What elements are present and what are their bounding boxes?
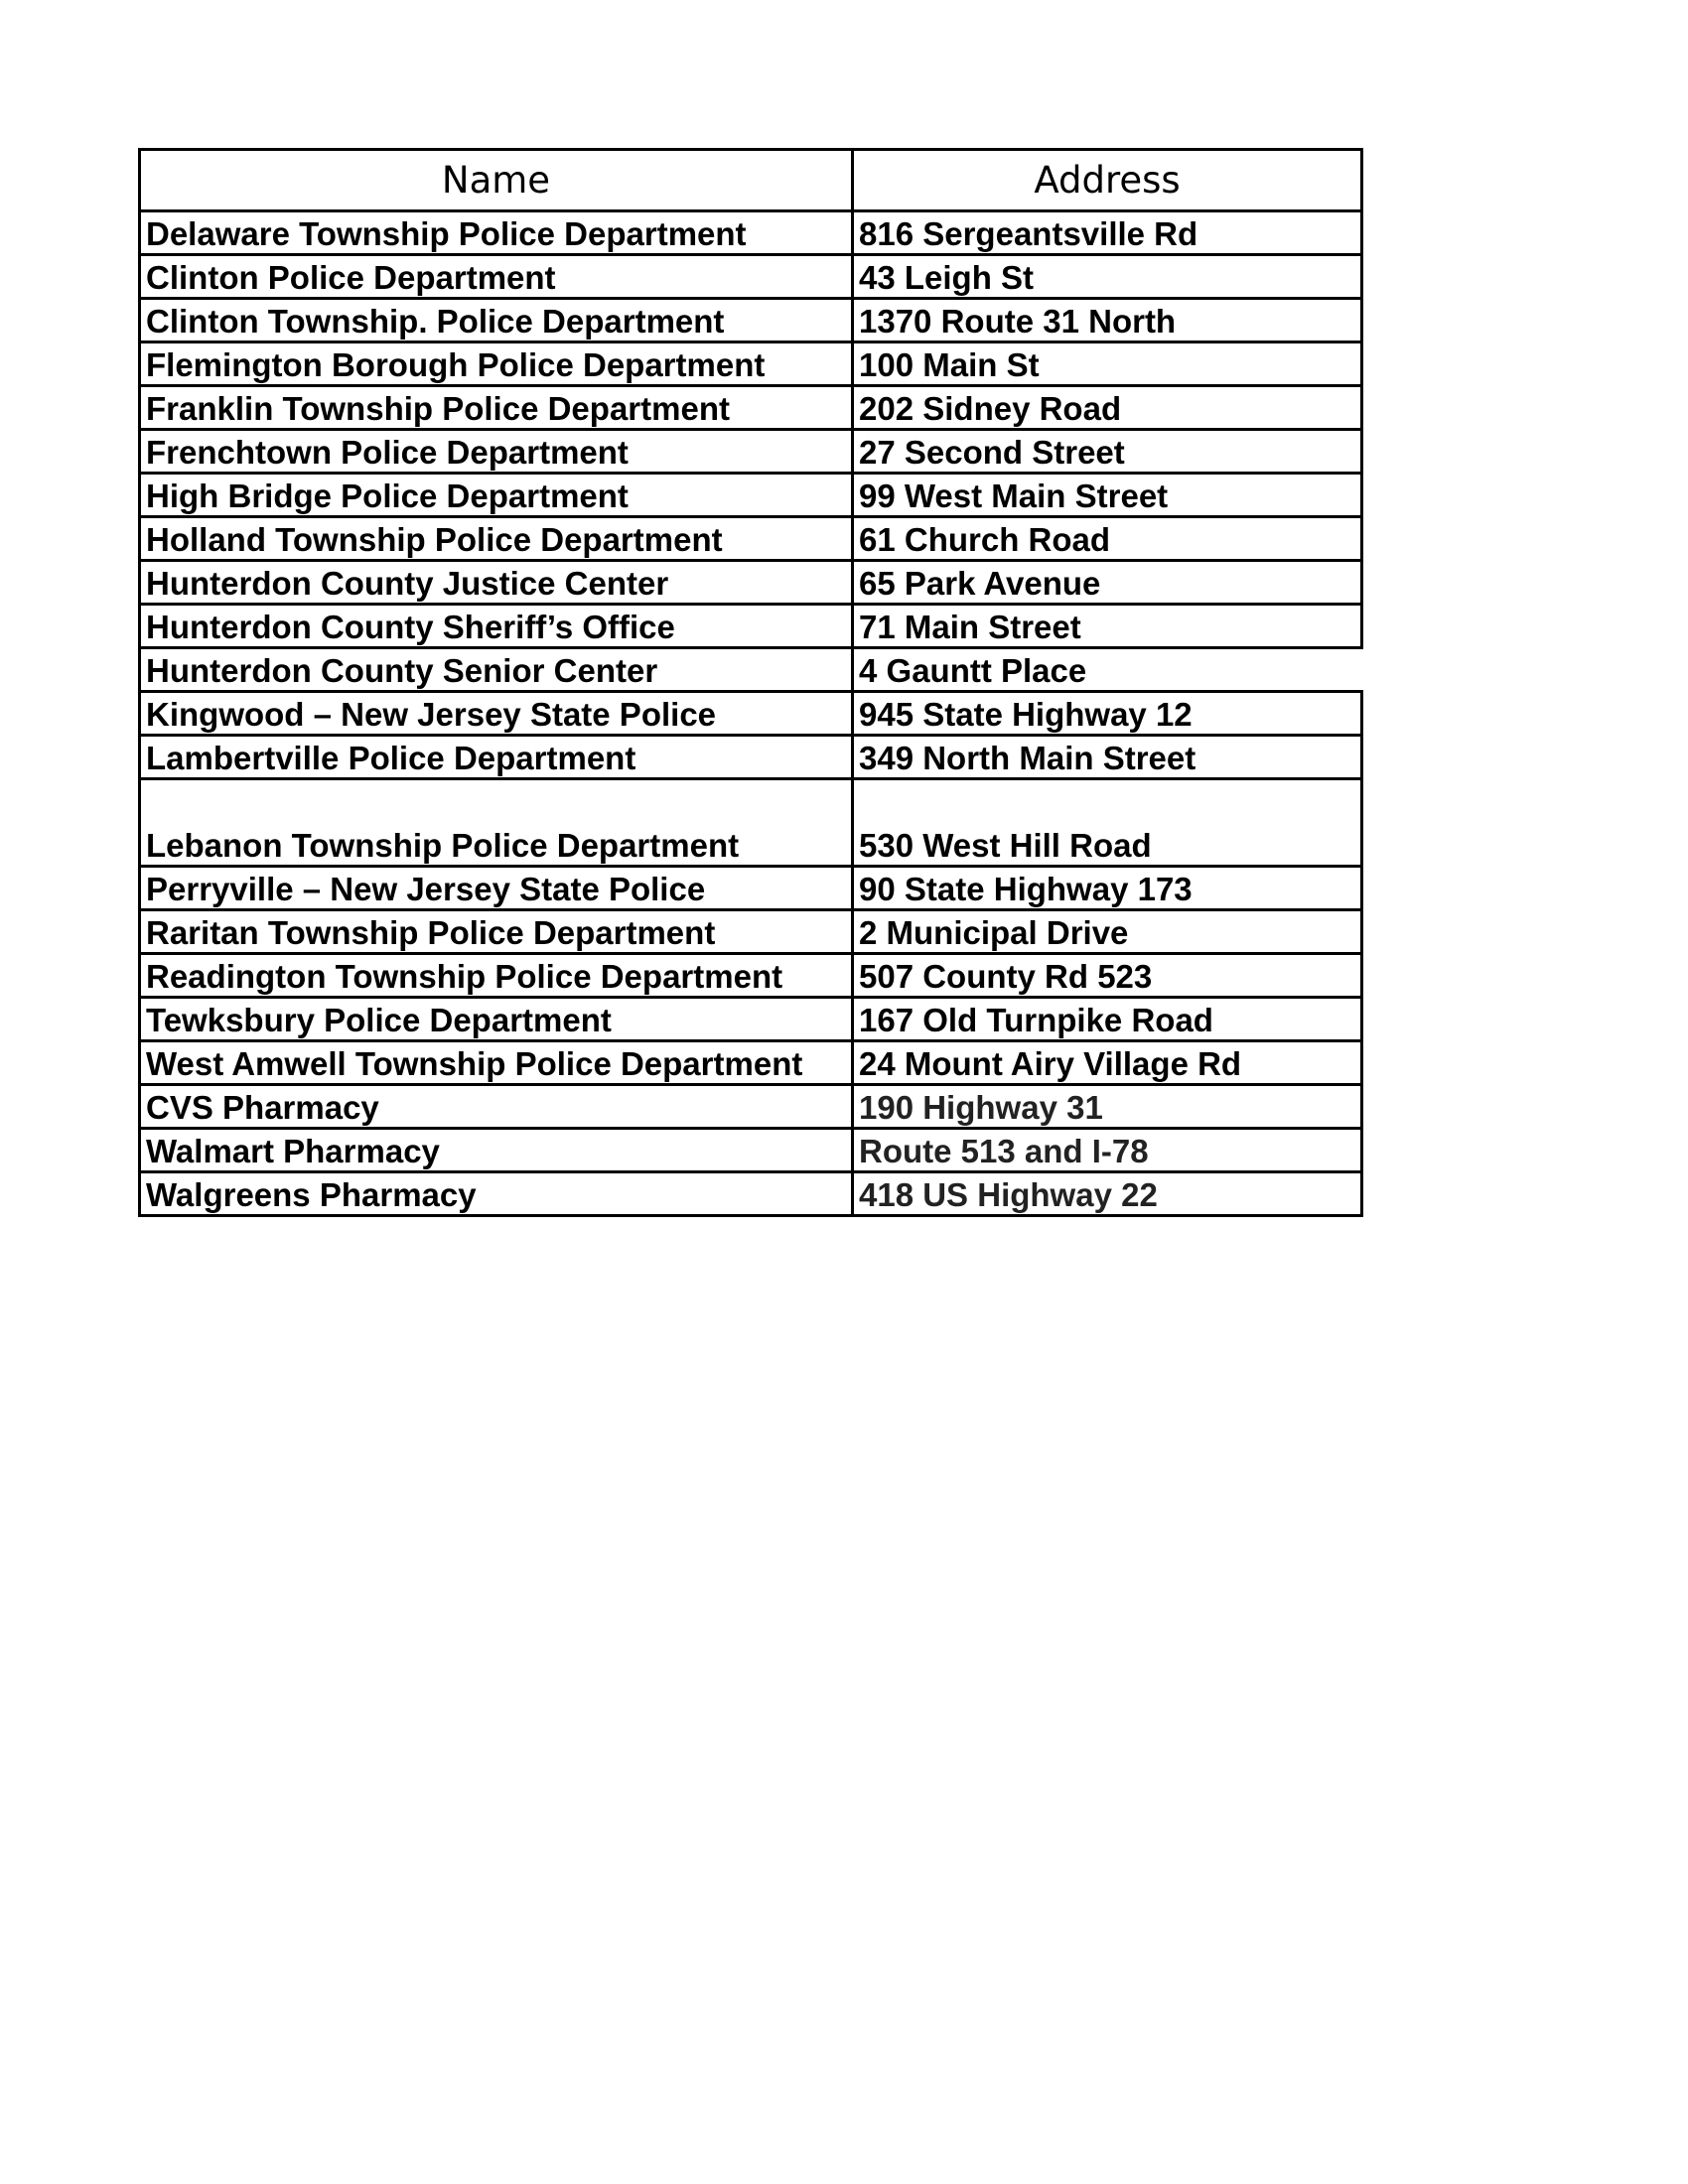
location-address: 167 Old Turnpike Road — [853, 998, 1362, 1041]
table-row — [140, 1041, 1362, 1085]
location-address: 945 State Highway 12 — [853, 692, 1362, 736]
table-row — [140, 342, 1362, 386]
location-address: 27 Second Street — [853, 430, 1362, 474]
location-address: 90 State Highway 173 — [853, 867, 1362, 910]
table-row — [140, 910, 1362, 954]
location-address: 507 County Rd 523 — [853, 954, 1362, 998]
location-address: Route 513 and I-78 — [853, 1129, 1362, 1172]
table-row — [140, 954, 1362, 998]
table-row — [140, 211, 1362, 255]
location-name: High Bridge Police Department — [140, 474, 853, 517]
table-row — [140, 299, 1362, 342]
location-address: 2 Municipal Drive — [853, 910, 1362, 954]
location-name: Hunterdon County Senior Center — [140, 648, 853, 692]
location-address: 4 Gauntt Place — [853, 648, 1362, 692]
location-address: 43 Leigh St — [853, 255, 1362, 299]
address-column-header: Address — [853, 150, 1362, 211]
location-name: Kingwood – New Jersey State Police — [140, 692, 853, 736]
location-name: Delaware Township Police Department — [140, 211, 853, 255]
location-name: Hunterdon County Sheriff’s Office — [140, 605, 853, 648]
location-name: Clinton Police Department — [140, 255, 853, 299]
location-name: Readington Township Police Department — [140, 954, 853, 998]
location-name: Hunterdon County Justice Center — [140, 561, 853, 605]
location-address: 24 Mount Airy Village Rd — [853, 1041, 1362, 1085]
header-row — [140, 150, 1362, 211]
location-name: Lebanon Township Police Department — [140, 779, 853, 867]
location-address: 1370 Route 31 North — [853, 299, 1362, 342]
location-name: Walgreens Pharmacy — [140, 1172, 853, 1216]
name-column-header: Name — [140, 150, 853, 211]
location-name: Holland Township Police Department — [140, 517, 853, 561]
location-name: Frenchtown Police Department — [140, 430, 853, 474]
table-row — [140, 648, 1362, 692]
location-address: 65 Park Avenue — [853, 561, 1362, 605]
location-address: 190 Highway 31 — [853, 1085, 1362, 1129]
table-row — [140, 605, 1362, 648]
location-address: 816 Sergeantsville Rd — [853, 211, 1362, 255]
table-row — [140, 998, 1362, 1041]
location-address: 61 Church Road — [853, 517, 1362, 561]
location-address: 202 Sidney Road — [853, 386, 1362, 430]
table-row — [140, 736, 1362, 779]
location-name: Franklin Township Police Department — [140, 386, 853, 430]
location-name: Tewksbury Police Department — [140, 998, 853, 1041]
location-name: Raritan Township Police Department — [140, 910, 853, 954]
location-address: 530 West Hill Road — [853, 779, 1362, 867]
location-name: Clinton Township. Police Department — [140, 299, 853, 342]
location-address: 418 US Highway 22 — [853, 1172, 1362, 1216]
location-address: 349 North Main Street — [853, 736, 1362, 779]
location-name: Walmart Pharmacy — [140, 1129, 853, 1172]
location-name: Perryville – New Jersey State Police — [140, 867, 853, 910]
table-row — [140, 1085, 1362, 1129]
table-row — [140, 867, 1362, 910]
table-row — [140, 692, 1362, 736]
table-row — [140, 255, 1362, 299]
table-row — [140, 430, 1362, 474]
table-row — [140, 517, 1362, 561]
table-row — [140, 779, 1362, 867]
table-row — [140, 474, 1362, 517]
location-name: CVS Pharmacy — [140, 1085, 853, 1129]
location-address: 99 West Main Street — [853, 474, 1362, 517]
table-row — [140, 1129, 1362, 1172]
location-name: West Amwell Township Police Department — [140, 1041, 853, 1085]
location-address: 100 Main St — [853, 342, 1362, 386]
table-row — [140, 1172, 1362, 1216]
locations-sheet — [138, 148, 1360, 1217]
location-name: Lambertville Police Department — [140, 736, 853, 779]
location-address: 71 Main Street — [853, 605, 1362, 648]
location-name: Flemington Borough Police Department — [140, 342, 853, 386]
table-row — [140, 386, 1362, 430]
locations-table — [138, 148, 1363, 1217]
table-row — [140, 561, 1362, 605]
